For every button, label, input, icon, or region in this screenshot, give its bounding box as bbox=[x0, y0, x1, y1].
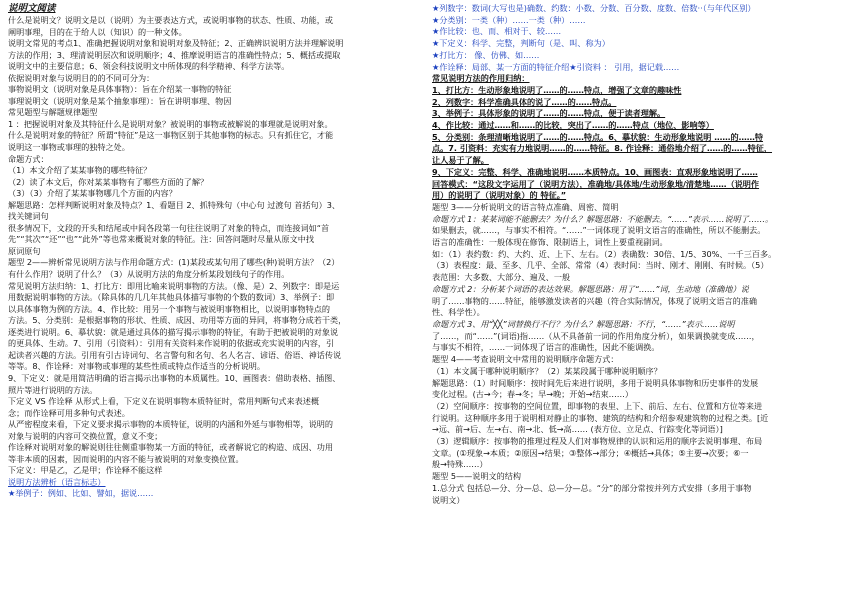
text-line: 原词原句 bbox=[8, 245, 41, 256]
text-line: （3）（3）介绍了某某事物哪几个方面的内容？ bbox=[8, 188, 177, 199]
text-line: 命题方式 3、用“╳╳”词替换行不行？为什么？解题思路：不行，“……”表示……说明 bbox=[432, 318, 735, 329]
text-line-bold: 1、打比方：生动形象地说明了……的……特点，增强了文章的趣味性 bbox=[432, 84, 682, 95]
text-line: 明了……事物的……特征，能够激发读者的兴趣（符合实际情况，体现了说明文语言的准确 bbox=[432, 295, 758, 306]
text-line: 依据说明对象与说明目的的不同可分为： bbox=[8, 72, 155, 83]
text-line: 题型 3——分析说明文的语言特点准确、周密、简明 bbox=[432, 201, 619, 212]
text-line: 说明这一事物或事理的独特之处。 bbox=[8, 142, 130, 153]
text-line: 命题方式： bbox=[8, 153, 49, 164]
text-line-blue: ★下定义：科学、完整，判断句（是、叫、称为） bbox=[432, 38, 610, 49]
text-line: 解题思路：（1）时间顺序：按时间先后来进行说明，多用于说明具体事物和历史事件的发展 bbox=[432, 377, 759, 388]
text-line: 从严密程度来看，下定义要求揭示事物的本质特征，说明的内涵和外延与事物相等，说明的 bbox=[8, 419, 334, 430]
text-line: 1.总分式 包括总—分、分—总、总—分—总。“分”的部分常按并列方式安排（多用于事物 bbox=[432, 482, 752, 493]
text-line: （2）空间顺序：按事物的空间位置，即事物的表里、上下、前后、左右、位置和方位等来进 bbox=[432, 400, 763, 411]
text-line-blue: ★举例子：例如、比如、譬如，据说…… bbox=[8, 488, 154, 499]
text-line: （1）本文属于哪种说明顺序？（2）某某段属于哪种说明顺序？ bbox=[432, 365, 662, 376]
text-line-bold: 用）的说明了（说明对象）的 特征。” bbox=[432, 190, 567, 201]
text-line: 如果删去，就……，与事实不相符。“……”一词体现了说明文语言的准确性，所以不能删去。 bbox=[432, 225, 766, 236]
text-line: 找关键词句 bbox=[8, 211, 49, 222]
text-line: 变化过程。(古→今；春→冬；早→晚；开始→结束……） bbox=[432, 389, 634, 400]
text-line: 下定义 VS 作诠释 从形式上看，下定义在说明事物本质特征时，常用判断句式来表述概 bbox=[8, 396, 319, 407]
text-line: 说明文） bbox=[432, 494, 465, 505]
text-line-bold: 让人易于了解。 bbox=[432, 155, 489, 166]
left-column bbox=[8, 3, 426, 605]
text-line: 事物说明文（说明对象是具体事物）：旨在介绍某一事物的特征 bbox=[8, 84, 232, 95]
text-line: 先”“其次”“还”“也”“此外”等也常来概说对象的特征。注：回答问题时尽量从原文中找 bbox=[8, 234, 315, 245]
text-line: 表范围：大多数、大部分、遍及、一般 bbox=[432, 272, 571, 283]
text-line: （2）读了本文后，你对某某事物有了哪些方面的了解？ bbox=[8, 176, 209, 187]
text-line: 用数据说明事物的方法。（除具体的几几年其他具体描写事物的个数的数词）3、举例子：即 bbox=[8, 292, 335, 303]
section-heading: 常见说明方法的作用归纳： bbox=[432, 73, 530, 84]
text-line-bold: 9、下定义：完整、科学、准确地说明……本质特点。10、画图表：直观形象地说明了…… bbox=[432, 166, 758, 177]
text-line: 说明文中的主要信息；6、领会科技说明文中所体现的科学精神、科学方法等。 bbox=[8, 61, 290, 72]
text-line: 念；而作诠释可用多种句式表述。 bbox=[8, 407, 130, 418]
text-line: 事理说明文（说明对象是某个抽象事理）：旨在讲明事理、物因 bbox=[8, 95, 232, 106]
text-line: →远、前→后、左→右、南→北、低→高…… (表方位、立足点、行踪变化等词语）] bbox=[432, 424, 723, 435]
page-title: 说明文阅读 bbox=[8, 3, 56, 14]
text-line-bold: 3、举例子：具体形象的说明了……的……特点，便于读者理解。 bbox=[432, 108, 666, 119]
text-line-bold: 5、分类别：条理清晰地说明了……的……特点。6、摹状貌：生动形象地说明 ……的……特 bbox=[432, 131, 764, 142]
text-line: 的更具体、生动。7、引用（引资料）：引用有关资料来作说明的依据或充实说明的内容，引 bbox=[8, 338, 335, 349]
text-line: 了……，而“……”(词语)指……（从不具备前一词的作用角度分析），如果调换就变成……， bbox=[432, 330, 760, 341]
text-line-blue: ★作比较：也、而、相对于、较…… bbox=[432, 26, 562, 37]
text-line-blue: ★打比方： 像、仿佛、如…… bbox=[432, 49, 540, 60]
text-line: 命题方式 2：分析某个词语的表达效果。解题思路：用了“……”词，生动地（准确地）说 bbox=[432, 283, 749, 294]
text-line: 照片等进行说明的方法。 bbox=[8, 384, 98, 395]
text-line: （3）表程度：最、至多、几乎、全部、常常（4）表时间：当时、刚才、刚刚、有时候。（5） bbox=[432, 260, 769, 271]
text-line: 文章。(①现象→本质；②原因→结果；③整体→部分；④概括→具体；⑤主要→次要；⑥一 bbox=[432, 447, 749, 458]
text-line: 如：（1）表约数：约、大约、近、上下、左右。（2）表确数：30倍、1/5、30%、一千三百多。 bbox=[432, 248, 777, 259]
text-line: 题型 4——考查说明文中常用的说明顺序命题方式： bbox=[432, 354, 619, 365]
text-line: 方法的作用；3、理清说明层次和说明顺序；4、推摩说明语言的准确性特点；5、概括或提取 bbox=[8, 49, 341, 60]
text-line: 以具体事物为例的方法。4、作比较：用另一个事物与被说明事物相比，以说明事物特点的 bbox=[8, 303, 331, 314]
section-heading: 说明方法辨析（语言标志） bbox=[8, 476, 106, 487]
text-line: 命题方式 1：某某词能不能删去？为什么？解题思路：不能删去。“……”表示……说明了……。 bbox=[432, 213, 774, 224]
text-line-bold: 4、作比较：通过……和……的比较，突出了……的……特点（地位、影响等） bbox=[432, 120, 714, 131]
text-line-blue: ★作诠释：局部、某一方面的特征介绍★引资料 ： 引用，据记载…… bbox=[432, 61, 680, 72]
text-line: 什么是说明文？说明文是以（说明）为主要表达方式，或说明事物的状态、性质、功能，或 bbox=[8, 15, 334, 25]
text-line: 逐类进行说明。6、摹状貌：就是通过具体的描写揭示事物的特征，有助于把被说明的对象说 bbox=[8, 326, 339, 337]
text-line: 方法。5、分类别：是根据事物的形状、性质、成因、功用等方面的异同，将事物分成若干类， bbox=[8, 315, 347, 326]
text-line: 起读者兴趣的方法。引用有引古诗词句、名言警句和名句、名人名言、谚语、俗语、神话传说 bbox=[8, 349, 342, 360]
text-line: 题型 2——辨析常见说明方法与作用命题方式：(1)某段或某句用了哪些(种)说明方法？（2） bbox=[8, 257, 340, 268]
right-column bbox=[432, 3, 854, 605]
text-line: 等等。8、作诠释：对事物或事理的某些性质或特点作适当的分析说明。 bbox=[8, 361, 266, 372]
text-line-bold: 点。7. 引资料：充实有力地说明……的……特征。8. 作诠释：通俗地介绍了……的……特征， bbox=[432, 143, 773, 154]
text-line-blue: ★分类别：一类（种）……一类（种）…… bbox=[432, 14, 586, 25]
left-text-body bbox=[8, 15, 426, 500]
text-line-bold: 2、列数字：科学准确具体的说了……的……特点。 bbox=[432, 96, 617, 107]
text-line: 行说明。这种顺序多用于说明相对静止的事物、建筑的结构和介绍参观建筑物的过程之类。[近 bbox=[432, 412, 769, 423]
text-line: （3）逻辑顺序：按事物的推理过程及人们对事物规律的认识和运用的顺序去说明事理、布局 bbox=[432, 436, 763, 447]
text-line-blue: ★列数字：数词(大写也是)确数、约数：小数、分数、百分数、度数、倍数··（与年代区别） bbox=[432, 3, 756, 13]
text-line: 什么是说明对象的特征？所谓“特征”是这一事物区别于其他事物的标志。只有抓住它，才能 bbox=[8, 130, 334, 141]
text-line: （1）本文介绍了某某事物的哪些特征？ bbox=[8, 165, 152, 176]
text-line: 性、科学性）。 bbox=[432, 307, 485, 318]
text-line: 阐明事理，目的在于给人以（知识）的一种文体。 bbox=[8, 26, 187, 37]
text-line: 般→特殊……） bbox=[432, 459, 488, 470]
text-line: 下定义：甲是乙，乙是甲；作诠释不能这样 bbox=[8, 465, 163, 476]
text-line: 题型 5——说明文的结构 bbox=[432, 471, 522, 482]
text-line: 常见题型与解题规律题型 bbox=[8, 107, 98, 118]
text-line: 等非本质的因素，因而说明的内容不能与被说明的对象变换位置。 bbox=[8, 453, 244, 464]
text-line: 常见说明方法归纳：1、打比方：即用比喻来说明事物的方法。（像、是）2、列数字：即是运 bbox=[8, 280, 340, 291]
text-line: 解题思路：怎样判断说明对象及特点？1、看题目 2、抓特殊句（中心句 过渡句 首括句）3、 bbox=[8, 199, 341, 210]
text-line: 与事实不相符，……一词体现了语言的准确性，因此不能调换。 bbox=[432, 342, 660, 353]
text-line: 说明文常见的考点1、准确把握说明对象和说明对象及特征；2、正确辨识说明方法并理解说明 bbox=[8, 38, 344, 49]
text-line: 很多情况下，文段的开头和结尾或中间各段第一句往往说明了对象的特点，而连接词如“首 bbox=[8, 222, 330, 233]
text-line: 对象与说明的内容可交换位置，意义不变； bbox=[8, 430, 163, 441]
text-line: 作诠释对说明对象的解说则往往侧重事物某一方面的特征，或者解说它的构造、成因、功用 bbox=[8, 442, 334, 453]
text-line: 1 ：把握说明对象及其特征什么是说明对象？被说明的事物或被解说的事理就是说明对象。 bbox=[8, 118, 333, 129]
text-line: 语言的准确性：一般体现在修饰、限制语上，词性上要重视副词。 bbox=[432, 237, 668, 248]
text-line-bold: 回答模式：“这段文字运用了（说明方法），准确地/具体地/生动形象地/清楚地……（说明作 bbox=[432, 178, 760, 189]
text-line: 9、下定义：就是用简洁明确的语言揭示出事物的本质属性。10、画图表：借助表格、插图、 bbox=[8, 372, 341, 383]
text-line: 有什么作用？说明了什么？（3）从说明方法的角度分析某段划线句子的作用。 bbox=[8, 269, 290, 280]
